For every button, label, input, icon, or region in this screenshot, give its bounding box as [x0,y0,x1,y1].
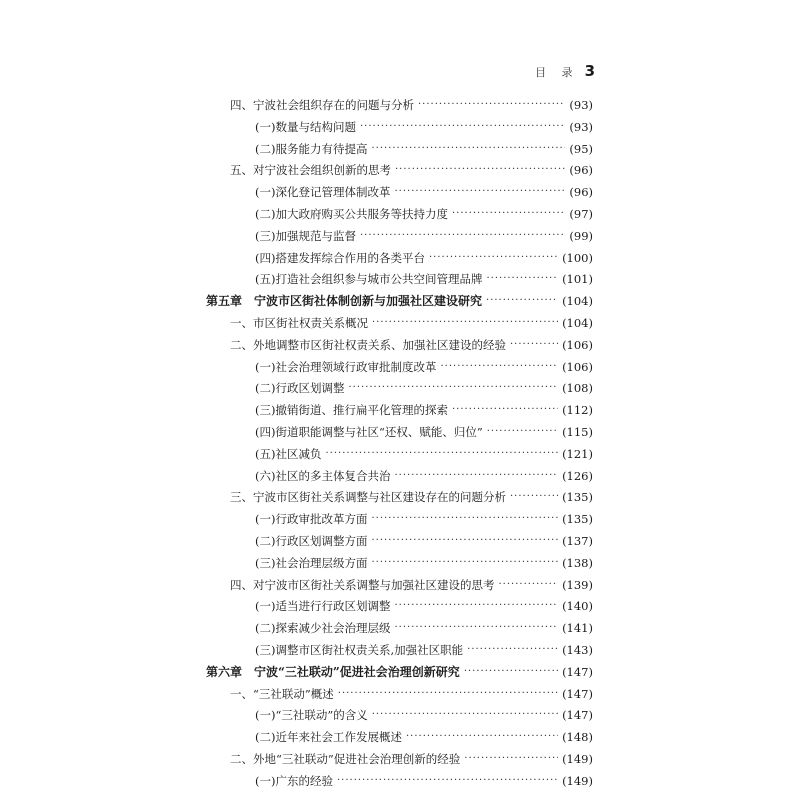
toc-entry-title: (二)服务能力有待提高 [255,141,368,156]
toc-entry-title: (一)广东的经验 [255,773,333,788]
toc-entry-title: (二)行政区划调整 [255,381,345,396]
toc-entry-page: (96) [569,185,593,200]
toc-entry-title: 四、对宁波市区街社关系调整与加强社区建设的思考 [230,577,495,592]
toc-entry-title: 第六章 宁波“三社联动”促进社会治理创新研究 [206,664,460,679]
toc-entry-title: 一、市区街社权责关系概况 [230,316,368,330]
dot-leader [464,663,558,681]
toc-entry-page: (100) [562,250,593,265]
toc-entry[interactable] [255,423,593,441]
toc-entry-title: (二)近年来社会工作发展概述 [255,730,402,745]
running-header [535,62,595,80]
toc-entry[interactable] [255,227,593,245]
dot-leader [406,728,558,746]
toc-entry-title: (四)搭建发挥综合作用的各类平台 [255,250,425,265]
toc-entry[interactable] [255,270,593,288]
toc-entry[interactable] [230,96,593,114]
toc-entry-title: (一)深化登记管理体制改革 [255,185,391,200]
dot-leader [394,183,565,201]
toc-entry-title: 三、宁波市区街社关系调整与社区建设存在的问题分析 [230,490,506,505]
toc-entry[interactable] [255,706,593,724]
toc-entry-page: (126) [562,468,593,483]
toc-entry[interactable] [230,314,593,332]
toc-entry-title: (二)行政区划调整方面 [255,534,368,548]
toc-entry[interactable] [255,641,593,659]
dot-leader [325,445,558,463]
toc-entry-page: (106) [562,359,593,374]
toc-entry[interactable] [230,750,593,768]
toc-entry-title: (四)街道职能调整与社区“还权、赋能、归位” [255,425,483,439]
page-number: 3 [584,62,595,80]
toc-entry-page: (121) [562,446,593,461]
toc-entry[interactable] [255,619,593,637]
dot-leader [467,641,558,659]
dot-leader [360,118,565,136]
dot-leader [337,772,558,790]
dot-leader [452,401,558,419]
toc-entry-page: (106) [562,337,593,352]
toc-entry-title: (五)打造社会组织参与城市公共空间管理品牌 [255,272,483,287]
toc-entry[interactable] [255,532,593,550]
dot-leader [360,227,565,245]
toc-entry-title: 二、外地“三社联动”促进社会治理创新的经验 [230,752,461,766]
toc-entry[interactable] [230,336,593,354]
dot-leader [394,467,558,485]
toc-entry-title: (三)加强规范与监督 [255,228,356,243]
toc-entry-page: (101) [562,272,593,287]
toc-entry-page: (139) [562,577,593,592]
dot-leader [487,423,558,441]
toc-entry-page: (149) [562,752,593,766]
toc-entry-page: (149) [562,773,593,788]
dot-leader [372,314,558,332]
toc-entry-page: (141) [562,621,593,636]
dot-leader [371,532,558,550]
toc-entry-page: (104) [562,294,593,309]
toc-entry-page: (147) [562,664,593,679]
dot-leader [418,96,565,114]
toc-entry[interactable] [230,576,593,594]
dot-leader [371,554,558,572]
toc-entry-page: (95) [569,141,593,156]
toc-entry-title: 四、宁波社会组织存在的问题与分析 [230,98,414,112]
toc-entry-page: (137) [562,534,593,548]
dot-leader [510,488,558,506]
dot-leader [394,619,558,637]
toc-entry-page: (93) [569,98,593,112]
toc-entry-title: (三)社会治理层级方面 [255,555,368,570]
toc-entry[interactable] [255,358,593,376]
toc-entry[interactable] [255,118,593,136]
toc-entry[interactable] [255,772,593,790]
toc-entry[interactable] [255,379,593,397]
toc-entry[interactable] [206,292,593,310]
toc-entry-title: 一、“三社联动”概述 [230,686,334,701]
dot-leader [338,685,558,703]
toc-entry-title: (三)调整市区街社权责关系,加强社区职能 [255,643,464,657]
toc-entry-title: (六)社区的多主体复合共治 [255,468,391,483]
toc-entry-page: (147) [562,686,593,701]
dot-leader [486,292,558,310]
toc-entry-title: (一)适当进行行政区划调整 [255,599,391,614]
dot-leader [486,270,558,288]
toc-entry[interactable] [255,401,593,419]
toc-entry-title: (一)社会治理领域行政审批制度改革 [255,359,437,374]
dot-leader [464,750,558,768]
dot-leader [510,336,558,354]
dot-leader [372,706,558,724]
toc-entry[interactable] [230,488,593,506]
toc-entry-title: (一)“三社联动”的含义 [255,708,368,723]
dot-leader [440,358,558,376]
toc-entry-page: (108) [562,381,593,396]
toc-entry-title: 二、外地调整市区街社权责关系、加强社区建设的经验 [230,337,506,352]
toc-entry[interactable] [206,663,593,681]
toc-entry[interactable] [255,140,593,158]
dot-leader [429,249,558,267]
toc-entry-page: (147) [562,708,593,723]
toc-entry-page: (99) [569,228,593,243]
dot-leader [452,205,565,223]
toc-entry-title: (三)撤销街道、推行扁平化管理的探索 [255,403,448,418]
toc-entry[interactable] [230,685,593,703]
toc-entry[interactable] [255,445,593,463]
toc-entry[interactable] [255,249,593,267]
header-label: 目 录 [535,66,579,79]
toc-entry-title: 五、对宁波社会组织创新的思考 [230,163,391,178]
toc-entry-page: (135) [562,512,593,527]
toc-entry-page: (138) [562,555,593,570]
toc-entry[interactable] [255,205,593,223]
toc-entry-title: 第五章 宁波市区街社体制创新与加强社区建设研究 [206,294,483,309]
toc-entry-page: (143) [562,643,593,657]
toc-entry-title: (二)加大政府购买公共服务等扶持力度 [255,207,448,221]
toc-entry-page: (97) [569,207,593,221]
dot-leader [395,161,565,179]
toc-entry[interactable] [255,597,593,615]
toc-entry-page: (96) [569,163,593,178]
toc-entry-title: (二)探索减少社会治理层级 [255,621,391,636]
toc-entry[interactable] [255,510,593,528]
toc-entry[interactable] [230,161,593,179]
toc-entry-page: (104) [562,316,593,330]
toc-entry-page: (148) [562,730,593,745]
dot-leader [499,576,559,594]
toc-entry[interactable] [255,467,593,485]
toc-entry-page: (93) [569,119,593,134]
dot-leader [371,140,565,158]
toc-entry-page: (135) [562,490,593,505]
toc-entry-page: (112) [562,403,593,418]
toc-entry-page: (115) [562,425,593,439]
dot-leader [394,597,558,615]
toc-entry-title: (一)数量与结构问题 [255,119,356,134]
toc-entry-title: (一)行政审批改革方面 [255,512,368,527]
toc-entry[interactable] [255,183,593,201]
toc-entry-title: (五)社区减负 [255,446,322,461]
toc-entry-page: (140) [562,599,593,614]
toc-entry[interactable] [255,728,593,746]
toc-entry[interactable] [255,554,593,572]
dot-leader [371,510,558,528]
dot-leader [348,379,558,397]
